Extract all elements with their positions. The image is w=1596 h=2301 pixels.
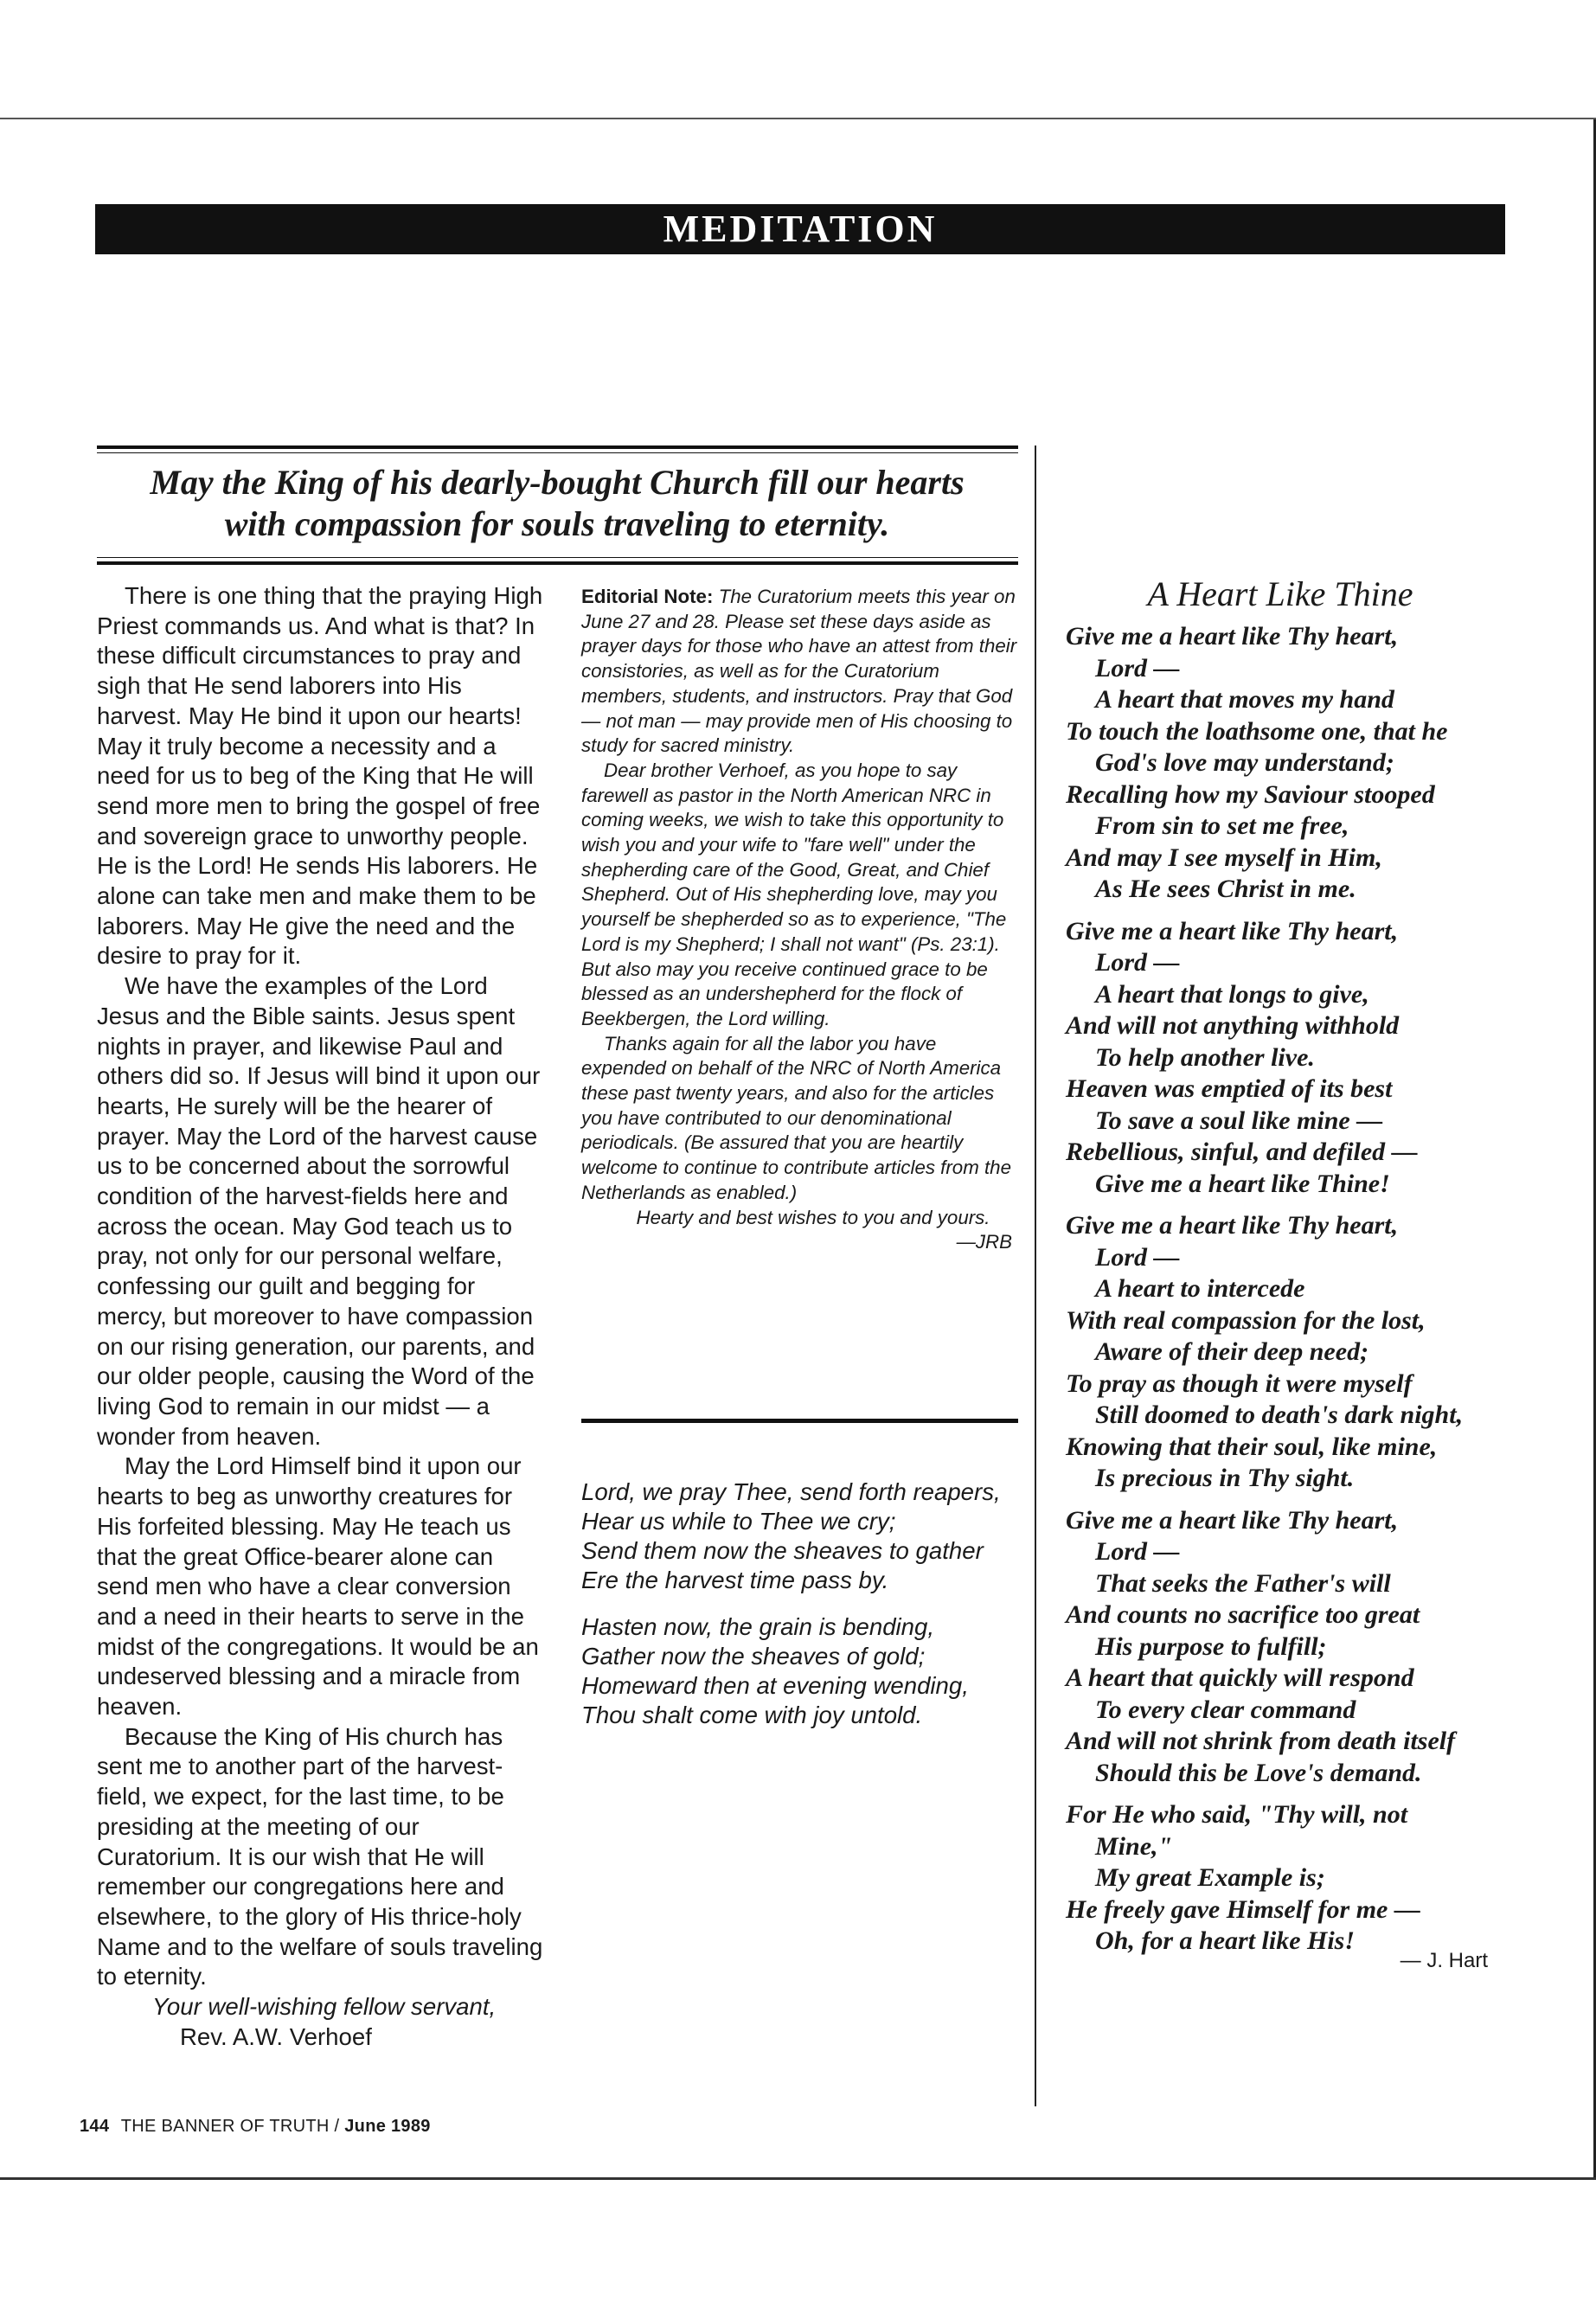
poem-line: Lord — — [1095, 948, 1180, 977]
poem-line: To touch the loathsome one, that he — [1066, 716, 1448, 746]
poem-line: Mine," — [1095, 1831, 1173, 1861]
meditation-column — [97, 581, 547, 2052]
poem-stanza — [1066, 1505, 1516, 1790]
poem-line: With real compassion for the lost, — [1066, 1305, 1426, 1335]
editorial-note-label: Editorial Note: — [581, 586, 714, 607]
headline-rule-top — [97, 445, 1018, 449]
poem-line: Recalling how my Saviour stooped — [1066, 779, 1435, 809]
headline-rule-bottom-thin — [97, 557, 1018, 558]
editorial-initials: —JRB — [956, 1231, 1012, 1253]
meditation-paragraph: May the Lord Himself bind it upon our hearts to beg as unworthy creatures for His forfeited blessing. May He teach us that the great Office-bearer alone can send men who have a clear conversion and a need in their hearts to serve in the midst of the congregations. It would be an undeserved blessing and a miracle from heaven. — [97, 1452, 539, 1721]
poem-line: A heart that moves my hand — [1095, 685, 1394, 714]
poem-line: Give me a heart like Thy heart, — [1066, 1505, 1399, 1535]
poem-line: My great Example is; — [1095, 1863, 1325, 1892]
meditation-paragraph: There is one thing that the praying High Priest commands us. And what is that? In these difficult circumstances to pray and sigh that He send laborers into His harvest. May He bind it upon our hearts! May it truly become a necessity and a need for us to beg of the King that He will send more men to bring the gospel of free and sovereign grace to unworthy people. He is the Lord! He sends His laborers. He alone can take men and make them to be laborers. May He give the need and the desire to pray for it. — [97, 582, 543, 970]
hymn-line: Hasten now, the grain is bending, — [581, 1613, 935, 1640]
poem-line: Lord — — [1095, 1242, 1180, 1272]
poem-line: Should this be Love's demand. — [1095, 1758, 1422, 1787]
poem-stanza — [1066, 1210, 1516, 1495]
poem-line: To pray as though it were myself — [1066, 1368, 1413, 1398]
hymn-line: Hear us while to Thee we cry; — [581, 1508, 896, 1535]
headline-rule-bottom — [97, 561, 1018, 565]
hymn-line: Ere the harvest time pass by. — [581, 1567, 889, 1593]
poem-line: A heart to intercede — [1095, 1274, 1305, 1303]
editorial-note-text: The Curatorium meets this year on June 27 and 28. Please set these days aside as prayer days for those who have an attest from their consistories, as well as for the Curatorium members, students, and instructors. Pray that God — not man — may provide men of His choosing to study for sacred ministry. — [581, 586, 1017, 757]
poem-line: Give me a heart like Thy heart, — [1066, 1211, 1399, 1240]
hymn-stanza — [581, 1612, 1031, 1730]
editorial-note — [581, 585, 1022, 1255]
headline-rule-top-thin — [97, 452, 1018, 453]
poem-line: Lord — — [1095, 653, 1180, 683]
poem-line: Rebellious, sinful, and defiled — — [1066, 1138, 1418, 1166]
poem-line: A heart that longs to give, — [1095, 979, 1369, 1009]
poem-line: He freely gave Himself for me — — [1066, 1894, 1420, 1924]
poem-line: To help another live. — [1095, 1042, 1315, 1072]
poem-line: Aware of their deep need; — [1095, 1337, 1369, 1366]
poem-line: To save a soul like mine — — [1095, 1106, 1383, 1135]
section-banner: MEDITATION — [95, 204, 1505, 254]
poem-line: And counts no sacrifice too great — [1066, 1600, 1420, 1629]
issue-date: June 1989 — [344, 2117, 431, 2136]
poem-line: Knowing that their soul, like mine, — [1066, 1432, 1438, 1461]
poem-line: Give me a heart like Thy heart, — [1066, 622, 1399, 651]
hymn-line: Homeward then at evening wending, — [581, 1672, 969, 1699]
poem-stanza — [1066, 916, 1516, 1201]
poem-line: To every clear command — [1095, 1695, 1356, 1724]
hymn-line: Send them now the sheaves to gather — [581, 1537, 984, 1564]
poem-line: Is precious in Thy sight. — [1095, 1464, 1355, 1492]
hymn-line: Thou shalt come with joy untold. — [581, 1702, 923, 1728]
meditation-paragraph: Because the King of His church has sent me to another part of the harvest-field, we expect, for the last time, to be presiding at the meeting of our Curatorium. It is our wish that He will remember our congregations here and elsewhere, to the glory of His thrice-holy Name and to the welfare of souls traveling to eternity. — [97, 1722, 543, 1990]
poem-line: Give me a heart like Thy heart, — [1066, 916, 1399, 945]
column-divider — [1035, 445, 1036, 2106]
scan-margin-top — [0, 0, 1596, 119]
poem-line: Oh, for a heart like His! — [1095, 1926, 1356, 1955]
page-footer — [80, 2115, 685, 2138]
hymn-line: Gather now the sheaves of gold; — [581, 1643, 926, 1670]
poem-line: As He sees Christ in me. — [1095, 875, 1356, 903]
headline-line-1: May the King of his dearly-bought Church fill our hearts — [150, 463, 965, 502]
poem-line: And may I see myself in Him, — [1066, 843, 1382, 872]
poem-stanza — [1066, 1799, 1516, 1958]
hymn-divider-rule — [581, 1419, 1018, 1423]
hymn-line: Lord, we pray Thee, send forth reapers, — [581, 1478, 1001, 1505]
poem-line: Lord — — [1095, 1537, 1180, 1566]
scan-edge-top — [0, 118, 1596, 119]
meditation-signature: Rev. A.W. Verhoef — [180, 2022, 372, 2050]
poem-line: And will not shrink from death itself — [1066, 1727, 1456, 1755]
poem-line: From sin to set me free, — [1095, 811, 1349, 840]
headline — [97, 462, 1017, 545]
poem-line: Still doomed to death's dark night, — [1095, 1400, 1464, 1429]
poem-line: For He who said, "Thy will, not — [1066, 1800, 1408, 1829]
poem-line: That seeks the Father's will — [1095, 1568, 1391, 1598]
hymn-stanza — [581, 1477, 1031, 1595]
poem-author: — J. Hart — [1400, 1949, 1488, 1972]
scan-edge-bottom — [0, 2177, 1596, 2180]
editorial-paragraph: Thanks again for all the labor you have expended on behalf of the NRC of North America these past twenty years, and also for the articles you have contributed to our denominational periodicals. (Be assured that you are heartily welcome to continue to contribute articles from the Netherlands as enabled.) — [581, 1032, 1011, 1203]
page-number: 144 — [80, 2117, 110, 2136]
poem-line: His purpose to fulfill; — [1095, 1631, 1327, 1661]
poem-line: Heaven was emptied of its best — [1066, 1074, 1393, 1103]
poem — [1066, 621, 1516, 1968]
poem-line: And will not anything withhold — [1066, 1011, 1400, 1040]
editorial-closing: Hearty and best wishes to you and yours. — [636, 1206, 990, 1228]
meditation-closing: Your well-wishing fellow servant, — [152, 1993, 497, 2021]
editorial-paragraph: Dear brother Verhoef, as you hope to say farewell as pastor in the North American NRC in coming weeks, we wish to take this opportunity to wish you and your wife to "fare well" under the shepherding care of the Good, Great, and Chief Shepherd. Out of His shepherding love, may you yourself be shepherded so as to experience, "The Lord is my Shepherd; I shall not want" (Ps. 23:1). But also may you receive continued grace to be blessed as an undershepherd for the flock of Beekbergen, the Lord willing. — [581, 759, 1007, 1029]
harvest-hymn — [581, 1477, 1031, 1747]
poem-title: A Heart Like Thine — [1147, 574, 1413, 613]
editorial-note-paragraph — [581, 585, 1022, 759]
headline-line-2: with compassion for souls traveling to eternity. — [224, 504, 890, 543]
poem-line: Give me a heart like Thine! — [1095, 1169, 1390, 1198]
poem-stanza — [1066, 621, 1516, 906]
publication-name: THE BANNER OF TRUTH / — [120, 2117, 340, 2136]
poem-line: A heart that quickly will respond — [1066, 1663, 1414, 1692]
poem-line: God's love may understand; — [1095, 748, 1394, 777]
meditation-paragraph: We have the examples of the Lord Jesus and the Bible saints. Jesus spent nights in prayer, and likewise Paul and others did so. If Jesus will bind it upon our hearts, He surely will be the hearer of prayer. May the Lord of the harvest cause us to be concerned about the sorrowful condition of the harvest-fields here and across the ocean. May God teach us to pray, not only for our personal welfare, confessing our guilt and begging for mercy, but moreover to have compassion on our rising generation, our parents, and our older people, causing the Word of the living God to remain in our midst — a wonder from heaven. — [97, 972, 541, 1450]
